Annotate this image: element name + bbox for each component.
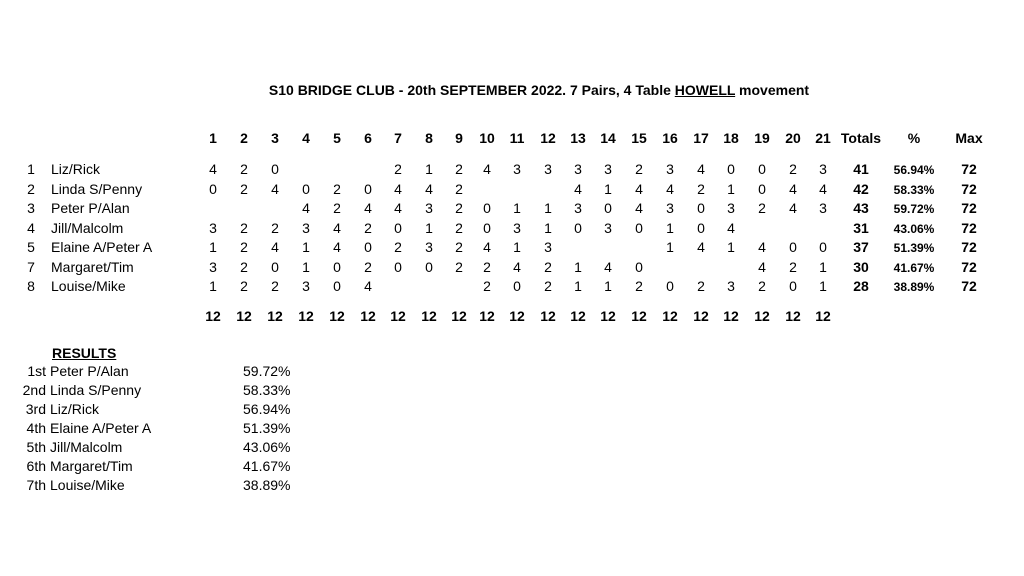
board-total: 12 [329, 308, 345, 324]
board-total: 12 [360, 308, 376, 324]
score-cell: 1 [302, 259, 310, 275]
score-cell: 4 [635, 200, 643, 216]
score-cell: 2 [240, 259, 248, 275]
row-percent: 58.33% [893, 183, 935, 197]
score-cell: 4 [425, 181, 433, 197]
score-cell: 4 [513, 259, 521, 275]
score-cell: 2 [394, 161, 402, 177]
score-cell: 0 [666, 278, 674, 294]
score-cell: 1 [209, 239, 217, 255]
board-header: 2 [240, 130, 248, 146]
score-cell: 4 [333, 220, 341, 236]
board-total: 12 [723, 308, 739, 324]
score-cell: 4 [333, 239, 341, 255]
pair-name: Linda S/Penny [51, 181, 143, 197]
score-cell: 4 [789, 200, 797, 216]
result-name: Peter P/Alan [50, 363, 129, 379]
board-header: 14 [600, 130, 616, 146]
row-max: 72 [961, 220, 977, 236]
board-header: 8 [425, 130, 433, 146]
score-cell: 2 [333, 200, 341, 216]
score-cell: 0 [513, 278, 521, 294]
score-cell: 4 [209, 161, 217, 177]
score-cell: 2 [455, 200, 463, 216]
pair-name: Elaine A/Peter A [51, 239, 153, 255]
score-cell: 2 [789, 161, 797, 177]
score-cell: 3 [819, 161, 827, 177]
row-total: 43 [853, 200, 869, 216]
score-cell: 0 [758, 181, 766, 197]
result-percent: 59.72% [243, 363, 291, 379]
board-header: 1 [209, 130, 217, 146]
score-cell: 4 [697, 161, 705, 177]
score-cell: 1 [513, 200, 521, 216]
result-place: 6th [26, 458, 46, 474]
score-cell: 4 [483, 239, 491, 255]
score-cell: 1 [666, 239, 674, 255]
score-cell: 0 [364, 239, 372, 255]
board-header: 4 [302, 130, 310, 146]
score-cell: 1 [727, 181, 735, 197]
score-cell: 3 [727, 278, 735, 294]
row-total: 42 [853, 181, 869, 197]
score-cell: 2 [483, 259, 491, 275]
score-cell: 0 [697, 200, 705, 216]
board-total: 12 [236, 308, 252, 324]
score-cell: 0 [697, 220, 705, 236]
board-total: 12 [205, 308, 221, 324]
score-cell: 0 [364, 181, 372, 197]
board-header: 17 [693, 130, 709, 146]
score-cell: 0 [271, 259, 279, 275]
score-cell: 1 [604, 181, 612, 197]
score-cell: 3 [604, 220, 612, 236]
row-max: 72 [961, 239, 977, 255]
score-cell: 4 [302, 200, 310, 216]
score-cell: 3 [513, 220, 521, 236]
score-cell: 2 [240, 239, 248, 255]
score-cell: 3 [513, 161, 521, 177]
score-cell: 4 [635, 181, 643, 197]
score-cell: 3 [425, 200, 433, 216]
row-percent: 59.72% [893, 202, 935, 216]
board-header: 20 [785, 130, 801, 146]
score-cell: 4 [789, 181, 797, 197]
score-cell: 4 [271, 181, 279, 197]
score-cell: 2 [635, 278, 643, 294]
row-percent: 43.06% [893, 222, 935, 236]
board-header: 5 [333, 130, 341, 146]
score-cell: 2 [271, 220, 279, 236]
board-total: 12 [451, 308, 467, 324]
score-cell: 0 [394, 259, 402, 275]
score-cell: 3 [209, 259, 217, 275]
score-cell: 2 [455, 220, 463, 236]
pair-name: Margaret/Tim [51, 259, 134, 275]
score-cell: 2 [483, 278, 491, 294]
score-cell: 3 [604, 161, 612, 177]
score-cell: 0 [394, 220, 402, 236]
score-cell: 0 [333, 278, 341, 294]
score-cell: 4 [758, 259, 766, 275]
score-cell: 1 [666, 220, 674, 236]
board-total: 12 [631, 308, 647, 324]
score-cell: 0 [302, 181, 310, 197]
results-heading: RESULTS [52, 345, 117, 361]
score-cell: 2 [455, 239, 463, 255]
score-cell: 3 [666, 161, 674, 177]
row-total: 41 [853, 161, 869, 177]
score-cell: 0 [209, 181, 217, 197]
board-total: 12 [693, 308, 709, 324]
result-name: Liz/Rick [50, 401, 100, 417]
title-suffix: movement [735, 82, 810, 98]
totals-header: Totals [840, 130, 882, 146]
score-cell: 1 [727, 239, 735, 255]
pair-name: Liz/Rick [51, 161, 101, 177]
score-cell: 1 [425, 220, 433, 236]
row-percent: 41.67% [893, 261, 935, 275]
board-total: 12 [479, 308, 495, 324]
board-header: 6 [364, 130, 372, 146]
result-percent: 38.89% [243, 477, 291, 493]
score-cell: 3 [209, 220, 217, 236]
score-cell: 1 [302, 239, 310, 255]
board-total: 12 [754, 308, 770, 324]
score-cell: 0 [483, 200, 491, 216]
score-cell: 1 [513, 239, 521, 255]
score-cell: 2 [789, 259, 797, 275]
score-cell: 2 [455, 259, 463, 275]
board-header: 9 [455, 130, 463, 146]
score-cell: 2 [240, 220, 248, 236]
score-cell: 2 [758, 278, 766, 294]
row-percent: 38.89% [893, 280, 935, 294]
score-cell: 3 [666, 200, 674, 216]
score-cell: 3 [544, 239, 552, 255]
score-cell: 1 [544, 220, 552, 236]
max-header: Max [955, 130, 983, 146]
score-cell: 4 [271, 239, 279, 255]
score-cell: 2 [240, 161, 248, 177]
score-cell: 2 [455, 181, 463, 197]
score-cell: 4 [394, 181, 402, 197]
result-name: Louise/Mike [50, 477, 125, 493]
board-header: 21 [815, 130, 831, 146]
score-cell: 2 [271, 278, 279, 294]
score-cell: 2 [333, 181, 341, 197]
row-number: 1 [27, 161, 35, 177]
score-cell: 4 [697, 239, 705, 255]
row-max: 72 [961, 181, 977, 197]
page-title [0, 82, 1024, 98]
board-header: 15 [631, 130, 647, 146]
board-total: 12 [421, 308, 437, 324]
score-cell: 4 [364, 200, 372, 216]
score-cell: 2 [697, 278, 705, 294]
score-cell: 4 [364, 278, 372, 294]
result-percent: 51.39% [243, 420, 291, 436]
row-number: 5 [27, 239, 35, 255]
score-cell: 0 [483, 220, 491, 236]
pair-name: Louise/Mike [51, 278, 126, 294]
score-cell: 3 [302, 220, 310, 236]
row-max: 72 [961, 259, 977, 275]
score-cell: 2 [635, 161, 643, 177]
score-cell: 3 [544, 161, 552, 177]
score-cell: 2 [758, 200, 766, 216]
row-number: 4 [27, 220, 35, 236]
row-percent: 51.39% [893, 241, 935, 255]
result-percent: 58.33% [243, 382, 291, 398]
board-total: 12 [600, 308, 616, 324]
score-cell: 1 [819, 278, 827, 294]
score-cell: 3 [425, 239, 433, 255]
board-total: 12 [390, 308, 406, 324]
row-number: 7 [27, 259, 35, 275]
result-name: Jill/Malcolm [50, 439, 123, 455]
score-cell: 3 [819, 200, 827, 216]
board-header: 11 [509, 130, 525, 146]
score-cell: 2 [240, 181, 248, 197]
board-total: 12 [662, 308, 678, 324]
score-cell: 4 [483, 161, 491, 177]
score-cell: 4 [604, 259, 612, 275]
score-cell: 1 [574, 259, 582, 275]
score-cell: 2 [364, 220, 372, 236]
score-cell: 0 [333, 259, 341, 275]
result-place: 7th [26, 477, 46, 493]
result-name: Elaine A/Peter A [50, 420, 152, 436]
score-cell: 3 [302, 278, 310, 294]
result-percent: 43.06% [243, 439, 291, 455]
score-cell: 0 [635, 220, 643, 236]
score-cell: 3 [574, 200, 582, 216]
score-cell: 4 [394, 200, 402, 216]
board-total: 12 [298, 308, 314, 324]
board-total: 12 [815, 308, 831, 324]
board-total: 12 [785, 308, 801, 324]
score-cell: 0 [758, 161, 766, 177]
row-total: 28 [853, 278, 869, 294]
score-cell: 0 [635, 259, 643, 275]
result-place: 1st [27, 363, 46, 379]
row-number: 3 [27, 200, 35, 216]
score-cell: 1 [544, 200, 552, 216]
score-cell: 1 [425, 161, 433, 177]
row-total: 37 [853, 239, 869, 255]
result-place: 5th [26, 439, 46, 455]
score-cell: 2 [544, 259, 552, 275]
title-underlined: HOWELL [674, 82, 736, 98]
board-total: 12 [570, 308, 586, 324]
score-cell: 0 [425, 259, 433, 275]
board-header: 3 [271, 130, 279, 146]
board-header: 19 [754, 130, 770, 146]
score-cell: 1 [574, 278, 582, 294]
score-cell: 2 [364, 259, 372, 275]
score-cell: 2 [240, 278, 248, 294]
title-prefix: S10 BRIDGE CLUB - 20th SEPTEMBER 2022. 7 Pairs, 4 Table [268, 82, 675, 98]
score-cell: 0 [819, 239, 827, 255]
score-cell: 1 [819, 259, 827, 275]
row-max: 72 [961, 200, 977, 216]
score-cell: 2 [697, 181, 705, 197]
row-percent: 56.94% [893, 163, 935, 177]
score-cell: 4 [727, 220, 735, 236]
score-cell: 0 [271, 161, 279, 177]
score-cell: 4 [574, 181, 582, 197]
board-header: 10 [479, 130, 495, 146]
score-cell: 1 [604, 278, 612, 294]
score-cell: 4 [819, 181, 827, 197]
score-cell: 0 [789, 278, 797, 294]
result-place: 2nd [22, 382, 46, 398]
board-total: 12 [540, 308, 556, 324]
score-cell: 1 [209, 278, 217, 294]
result-place: 4th [26, 420, 46, 436]
row-max: 72 [961, 278, 977, 294]
board-header: 7 [394, 130, 402, 146]
score-cell: 0 [574, 220, 582, 236]
score-cell: 3 [574, 161, 582, 177]
score-cell: 4 [666, 181, 674, 197]
score-cell: 3 [727, 200, 735, 216]
result-percent: 56.94% [243, 401, 291, 417]
score-cell: 0 [727, 161, 735, 177]
score-cell: 4 [758, 239, 766, 255]
row-total: 30 [853, 259, 869, 275]
result-percent: 41.67% [243, 458, 291, 474]
board-total: 12 [509, 308, 525, 324]
pair-name: Peter P/Alan [51, 200, 130, 216]
result-name: Linda S/Penny [50, 382, 142, 398]
board-header: 16 [662, 130, 678, 146]
score-cell: 0 [789, 239, 797, 255]
row-total: 31 [853, 220, 869, 236]
score-cell: 0 [604, 200, 612, 216]
row-max: 72 [961, 161, 977, 177]
board-header: 12 [540, 130, 556, 146]
score-cell: 2 [394, 239, 402, 255]
board-header: 18 [723, 130, 739, 146]
score-cell: 2 [544, 278, 552, 294]
row-number: 2 [27, 181, 35, 197]
score-cell: 2 [455, 161, 463, 177]
pair-name: Jill/Malcolm [51, 220, 124, 236]
result-name: Margaret/Tim [50, 458, 133, 474]
board-total: 12 [267, 308, 283, 324]
result-place: 3rd [25, 401, 46, 417]
board-header: 13 [570, 130, 586, 146]
row-number: 8 [27, 278, 35, 294]
pct-header: % [907, 130, 921, 146]
